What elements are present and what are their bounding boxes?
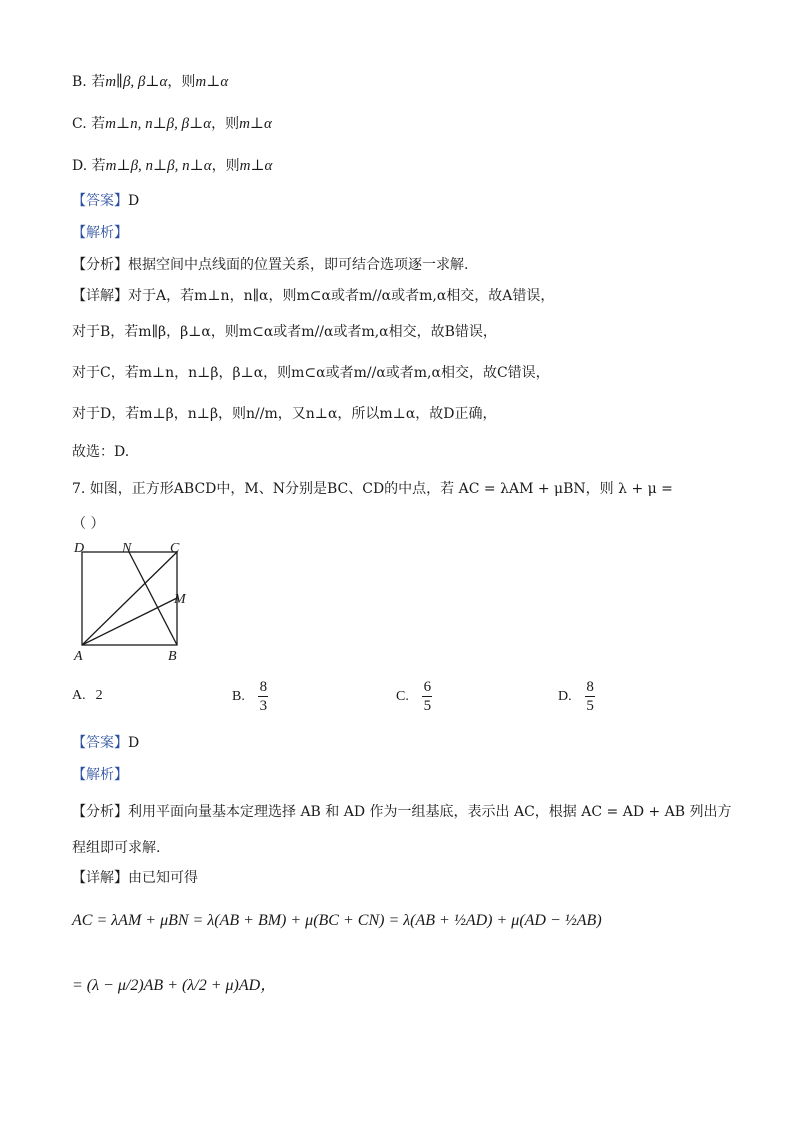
- option-d: [72, 156, 272, 176]
- q7-option-c-fraction: [422, 678, 432, 715]
- option-b-conclusion: m⊥α: [195, 74, 229, 90]
- q7-option-c: [396, 678, 432, 715]
- option-b-math: m∥β, β⊥α: [105, 74, 168, 90]
- q7-option-b: [232, 678, 268, 715]
- q7-stem: [72, 479, 673, 499]
- q6-choose-text: 故选：D.: [72, 444, 130, 460]
- option-d-math: m⊥β, n⊥β, n⊥α: [105, 158, 212, 174]
- q7-paren-text: （ ）: [72, 516, 105, 532]
- q7-fenxi-tag: 【分析】: [72, 804, 128, 820]
- segment-am: [82, 598, 177, 645]
- q7-analysis-tag: [72, 765, 128, 785]
- q7-option-c-num: 6: [423, 679, 432, 695]
- q7-analysis-heading: 【解析】: [72, 767, 128, 783]
- q6-analysis-tag: [72, 223, 128, 243]
- q7-option-d-label: D.: [558, 688, 572, 704]
- q7-option-a-label: A.: [72, 688, 86, 703]
- q6-choose: [72, 442, 129, 462]
- option-c-conclusion: m⊥α: [239, 116, 272, 132]
- option-c-sep: ，则: [211, 116, 240, 132]
- q6-detail-tag: 【详解】: [72, 288, 128, 304]
- q7-option-b-label: B.: [232, 688, 245, 704]
- q7-option-a-value: 2: [95, 688, 103, 704]
- q6-answer: [72, 191, 139, 211]
- q6-fenxi: [72, 255, 468, 275]
- label-c: C: [170, 541, 180, 556]
- q7-stem-text: 7. 如图，正方形ABCD中，M、N分别是BC、CD的中点，若 AC = λAM + μBN，则 λ + μ =: [72, 481, 673, 497]
- q7-detail-tag: 【详解】: [72, 870, 128, 886]
- q6-fenxi-text: 根据空间中点线面的位置关系，即可结合选项逐一求解.: [128, 257, 469, 273]
- q6-detail-a-text: 对于A，若m⊥n，n∥α，则m⊂α或者m//α或者m,α相交，故A错误，: [128, 288, 555, 304]
- q6-detail-a: [72, 286, 554, 306]
- q7-option-c-label: C.: [396, 688, 409, 704]
- label-d: D: [74, 541, 85, 556]
- q7-option-d-den: 5: [586, 698, 594, 714]
- q7-equation-2: [72, 972, 276, 995]
- q7-fenxi-text: 利用平面向量基本定理选择 AB 和 AD 作为一组基底，表示出 AC，根据 AC = AD + AB 列出方: [128, 804, 732, 820]
- q7-detail-text: 由已知可得: [128, 870, 198, 886]
- label-m: M: [174, 592, 186, 607]
- q7-equation-1-text: AC = λAM + μBN = λ(AB + BM) + μ(BC + CN) = λ(AB + ½AD) + μ(AD − ½AB): [72, 912, 602, 929]
- q6-analysis-heading: 【解析】: [72, 225, 128, 241]
- q6-fenxi-tag: 【分析】: [72, 257, 128, 273]
- label-a: A: [74, 649, 83, 664]
- q7-fenxi-text-2: 程组即可求解.: [72, 840, 161, 856]
- q7-paren: [72, 514, 104, 534]
- q6-detail-c-text: 对于C，若m⊥n，n⊥β，β⊥α，则m⊂α或者m//α或者m,α相交，故C错误，: [72, 365, 550, 381]
- q6-detail-c: [72, 363, 550, 383]
- q7-option-b-fraction: [258, 678, 268, 715]
- option-c-math: m⊥n, n⊥β, β⊥α: [105, 116, 212, 132]
- option-d-label: D. 若: [72, 158, 106, 174]
- q6-answer-tag: 【答案】: [72, 193, 128, 209]
- q7-detail: [72, 868, 198, 888]
- option-b-label: B. 若: [72, 74, 106, 90]
- option-d-sep: ，则: [211, 158, 240, 174]
- q7-option-c-den: 5: [423, 698, 432, 714]
- q7-answer-tag: 【答案】: [72, 735, 128, 751]
- square-figure: [70, 538, 200, 668]
- q7-equation-2-text: = (λ − μ/2)AB + (λ/2 + μ)AD，: [72, 977, 277, 994]
- q7-option-d: [558, 678, 595, 715]
- q6-detail-b-text: 对于B，若m∥β，β⊥α，则m⊂α或者m//α或者m,α相交，故B错误，: [72, 324, 497, 340]
- q6-detail-d: [72, 404, 497, 424]
- q7-equation-1: [72, 912, 602, 930]
- q7-option-a: [72, 688, 103, 704]
- q7-fenxi-line2: [72, 838, 160, 858]
- option-b-sep: ，则: [167, 74, 196, 90]
- q7-option-b-den: 3: [259, 698, 268, 714]
- segment-bn: [129, 552, 177, 645]
- label-b: B: [168, 649, 177, 664]
- option-b: [72, 72, 228, 92]
- q7-fenxi: [72, 802, 732, 822]
- q6-detail-d-text: 对于D，若m⊥β，n⊥β，则n//m，又n⊥α，所以m⊥α，故D正确，: [72, 406, 497, 422]
- label-n: N: [122, 541, 132, 556]
- option-c: [72, 114, 272, 134]
- q7-answer: [72, 733, 139, 753]
- segment-ac: [82, 552, 177, 645]
- q7-option-b-num: 8: [259, 679, 268, 695]
- q7-option-d-fraction: [585, 678, 595, 715]
- q7-answer-value: D: [128, 735, 140, 751]
- q6-detail-b: [72, 322, 497, 342]
- option-c-label: C. 若: [72, 116, 106, 132]
- option-d-conclusion: m⊥α: [239, 158, 273, 174]
- q7-option-d-num: 8: [586, 679, 594, 695]
- q6-answer-value: D: [128, 193, 140, 209]
